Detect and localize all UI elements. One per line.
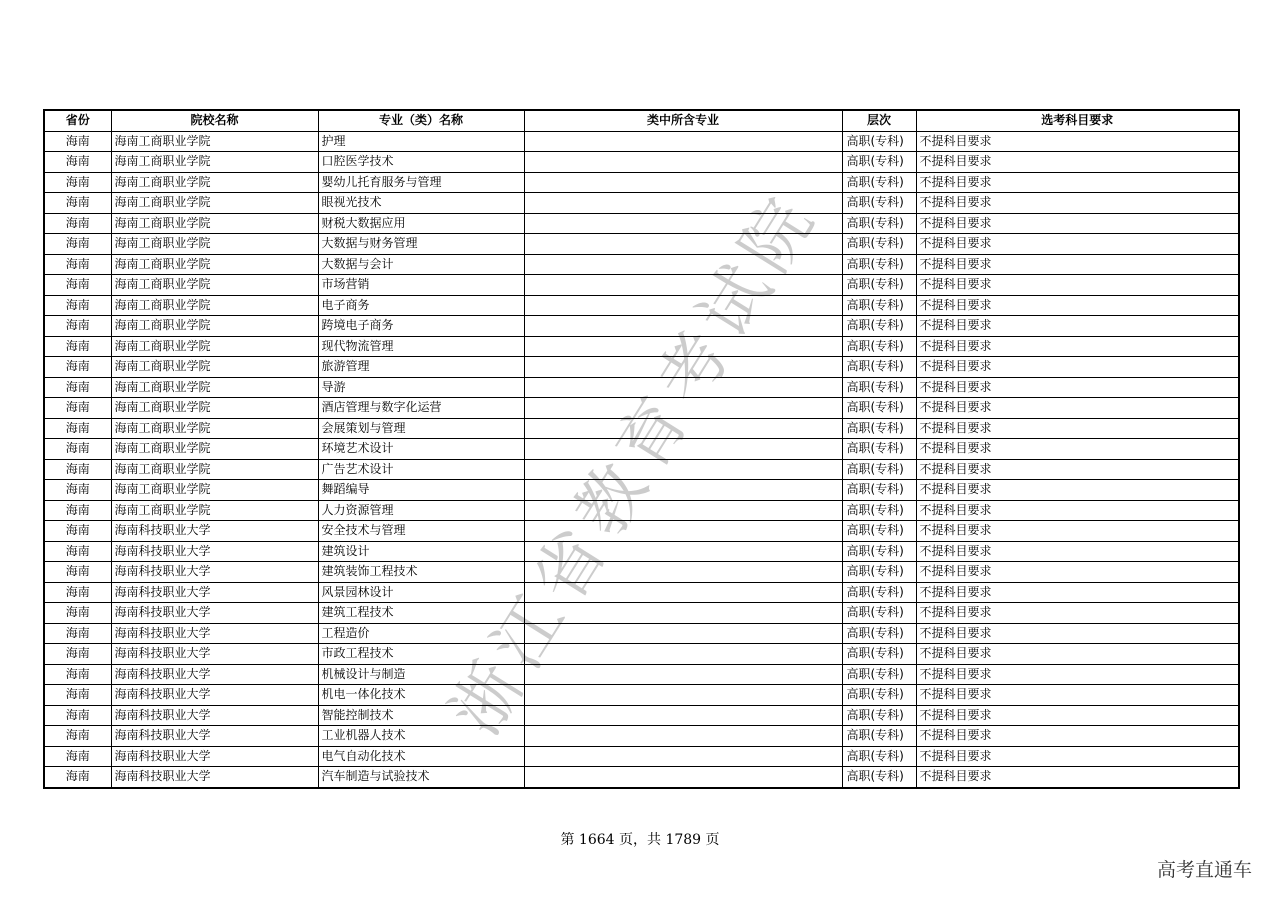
level-cell: 高职(专科) (842, 295, 916, 316)
school-name-cell: 海南科技职业大学 (111, 541, 318, 562)
province-cell: 海南 (44, 603, 111, 624)
level-cell: 高职(专科) (842, 254, 916, 275)
table-row (44, 541, 1239, 562)
school-name-cell: 海南科技职业大学 (111, 746, 318, 767)
level-cell: 高职(专科) (842, 316, 916, 337)
province-cell: 海南 (44, 500, 111, 521)
subject-requirement-cell: 不提科目要求 (916, 254, 1239, 275)
major-name-cell: 安全技术与管理 (318, 521, 524, 542)
table-row (44, 275, 1239, 296)
subject-requirement-cell: 不提科目要求 (916, 172, 1239, 193)
table-row (44, 336, 1239, 357)
included-majors-cell (524, 377, 842, 398)
table-row (44, 234, 1239, 255)
level-cell: 高职(专科) (842, 685, 916, 706)
major-name-cell: 电气自动化技术 (318, 746, 524, 767)
included-majors-cell (524, 582, 842, 603)
level-cell: 高职(专科) (842, 275, 916, 296)
school-name-cell: 海南科技职业大学 (111, 664, 318, 685)
table-row (44, 152, 1239, 173)
level-cell: 高职(专科) (842, 767, 916, 788)
major-name-cell: 风景园林设计 (318, 582, 524, 603)
province-cell: 海南 (44, 562, 111, 583)
subject-requirement-cell: 不提科目要求 (916, 357, 1239, 378)
included-majors-cell (524, 131, 842, 152)
table-row (44, 726, 1239, 747)
header-level: 层次 (842, 110, 916, 131)
school-name-cell: 海南科技职业大学 (111, 562, 318, 583)
header-major-name: 专业（类）名称 (318, 110, 524, 131)
table-row (44, 295, 1239, 316)
major-name-cell: 大数据与会计 (318, 254, 524, 275)
school-name-cell: 海南工商职业学院 (111, 152, 318, 173)
subject-requirement-cell: 不提科目要求 (916, 377, 1239, 398)
subject-requirement-cell: 不提科目要求 (916, 193, 1239, 214)
province-cell: 海南 (44, 275, 111, 296)
school-name-cell: 海南科技职业大学 (111, 623, 318, 644)
included-majors-cell (524, 295, 842, 316)
included-majors-cell (524, 254, 842, 275)
subject-requirement-cell: 不提科目要求 (916, 644, 1239, 665)
table-row (44, 213, 1239, 234)
header-school-name: 院校名称 (111, 110, 318, 131)
subject-requirement-cell: 不提科目要求 (916, 480, 1239, 501)
table-row (44, 459, 1239, 480)
level-cell: 高职(专科) (842, 377, 916, 398)
subject-requirement-cell: 不提科目要求 (916, 152, 1239, 173)
major-name-cell: 跨境电子商务 (318, 316, 524, 337)
included-majors-cell (524, 603, 842, 624)
table-row (44, 582, 1239, 603)
school-name-cell: 海南工商职业学院 (111, 418, 318, 439)
major-name-cell: 酒店管理与数字化运营 (318, 398, 524, 419)
major-name-cell: 婴幼儿托育服务与管理 (318, 172, 524, 193)
province-cell: 海南 (44, 336, 111, 357)
major-name-cell: 眼视光技术 (318, 193, 524, 214)
major-name-cell: 智能控制技术 (318, 705, 524, 726)
school-name-cell: 海南工商职业学院 (111, 234, 318, 255)
school-name-cell: 海南工商职业学院 (111, 357, 318, 378)
table-row (44, 644, 1239, 665)
province-cell: 海南 (44, 193, 111, 214)
province-cell: 海南 (44, 746, 111, 767)
included-majors-cell (524, 275, 842, 296)
level-cell: 高职(专科) (842, 603, 916, 624)
included-majors-cell (524, 541, 842, 562)
major-name-cell: 现代物流管理 (318, 336, 524, 357)
major-name-cell: 建筑设计 (318, 541, 524, 562)
subject-requirement-cell: 不提科目要求 (916, 459, 1239, 480)
school-name-cell: 海南工商职业学院 (111, 480, 318, 501)
province-cell: 海南 (44, 767, 111, 788)
included-majors-cell (524, 705, 842, 726)
table-row (44, 172, 1239, 193)
school-name-cell: 海南工商职业学院 (111, 131, 318, 152)
province-cell: 海南 (44, 726, 111, 747)
header-subject-requirement: 选考科目要求 (916, 110, 1239, 131)
included-majors-cell (524, 172, 842, 193)
level-cell: 高职(专科) (842, 500, 916, 521)
subject-requirement-cell: 不提科目要求 (916, 234, 1239, 255)
province-cell: 海南 (44, 439, 111, 460)
level-cell: 高职(专科) (842, 623, 916, 644)
school-name-cell: 海南工商职业学院 (111, 172, 318, 193)
level-cell: 高职(专科) (842, 459, 916, 480)
school-name-cell: 海南科技职业大学 (111, 644, 318, 665)
province-cell: 海南 (44, 685, 111, 706)
major-name-cell: 会展策划与管理 (318, 418, 524, 439)
school-name-cell: 海南工商职业学院 (111, 336, 318, 357)
major-name-cell: 口腔医学技术 (318, 152, 524, 173)
included-majors-cell (524, 234, 842, 255)
brand-logo-text: 高考直通车 (1156, 859, 1252, 881)
province-cell: 海南 (44, 152, 111, 173)
major-name-cell: 环境艺术设计 (318, 439, 524, 460)
school-name-cell: 海南科技职业大学 (111, 726, 318, 747)
major-name-cell: 护理 (318, 131, 524, 152)
province-cell: 海南 (44, 644, 111, 665)
subject-requirement-cell: 不提科目要求 (916, 603, 1239, 624)
major-name-cell: 汽车制造与试验技术 (318, 767, 524, 788)
level-cell: 高职(专科) (842, 705, 916, 726)
included-majors-cell (524, 500, 842, 521)
school-name-cell: 海南工商职业学院 (111, 275, 318, 296)
header-included-majors: 类中所含专业 (524, 110, 842, 131)
subject-requirement-cell: 不提科目要求 (916, 767, 1239, 788)
province-cell: 海南 (44, 131, 111, 152)
level-cell: 高职(专科) (842, 480, 916, 501)
subject-requirement-cell: 不提科目要求 (916, 664, 1239, 685)
school-name-cell: 海南工商职业学院 (111, 377, 318, 398)
included-majors-cell (524, 767, 842, 788)
school-name-cell: 海南工商职业学院 (111, 459, 318, 480)
level-cell: 高职(专科) (842, 398, 916, 419)
table-row (44, 357, 1239, 378)
major-name-cell: 广告艺术设计 (318, 459, 524, 480)
major-name-cell: 工程造价 (318, 623, 524, 644)
subject-requirement-cell: 不提科目要求 (916, 398, 1239, 419)
included-majors-cell (524, 746, 842, 767)
school-name-cell: 海南科技职业大学 (111, 767, 318, 788)
province-cell: 海南 (44, 172, 111, 193)
level-cell: 高职(专科) (842, 726, 916, 747)
province-cell: 海南 (44, 480, 111, 501)
subject-requirement-cell: 不提科目要求 (916, 336, 1239, 357)
included-majors-cell (524, 562, 842, 583)
included-majors-cell (524, 357, 842, 378)
major-name-cell: 旅游管理 (318, 357, 524, 378)
province-cell: 海南 (44, 418, 111, 439)
school-name-cell: 海南科技职业大学 (111, 685, 318, 706)
level-cell: 高职(专科) (842, 193, 916, 214)
subject-requirement-cell: 不提科目要求 (916, 131, 1239, 152)
school-name-cell: 海南科技职业大学 (111, 521, 318, 542)
major-name-cell: 导游 (318, 377, 524, 398)
table-row (44, 746, 1239, 767)
table-row (44, 500, 1239, 521)
subject-requirement-cell: 不提科目要求 (916, 418, 1239, 439)
included-majors-cell (524, 336, 842, 357)
subject-requirement-cell: 不提科目要求 (916, 746, 1239, 767)
school-name-cell: 海南工商职业学院 (111, 398, 318, 419)
subject-requirement-cell: 不提科目要求 (916, 295, 1239, 316)
major-name-cell: 舞蹈编导 (318, 480, 524, 501)
province-cell: 海南 (44, 357, 111, 378)
subject-requirement-cell: 不提科目要求 (916, 705, 1239, 726)
subject-requirement-cell: 不提科目要求 (916, 500, 1239, 521)
included-majors-cell (524, 685, 842, 706)
major-name-cell: 财税大数据应用 (318, 213, 524, 234)
province-cell: 海南 (44, 213, 111, 234)
subject-requirement-cell: 不提科目要求 (916, 562, 1239, 583)
level-cell: 高职(专科) (842, 562, 916, 583)
included-majors-cell (524, 459, 842, 480)
level-cell: 高职(专科) (842, 746, 916, 767)
table-row (44, 398, 1239, 419)
school-name-cell: 海南工商职业学院 (111, 295, 318, 316)
major-name-cell: 人力资源管理 (318, 500, 524, 521)
included-majors-cell (524, 521, 842, 542)
included-majors-cell (524, 398, 842, 419)
level-cell: 高职(专科) (842, 172, 916, 193)
school-name-cell: 海南科技职业大学 (111, 705, 318, 726)
subject-requirement-cell: 不提科目要求 (916, 623, 1239, 644)
school-name-cell: 海南工商职业学院 (111, 193, 318, 214)
subject-requirement-cell: 不提科目要求 (916, 726, 1239, 747)
level-cell: 高职(专科) (842, 521, 916, 542)
school-name-cell: 海南工商职业学院 (111, 439, 318, 460)
province-cell: 海南 (44, 377, 111, 398)
level-cell: 高职(专科) (842, 152, 916, 173)
watermark: 浙江省教育考试院 (436, 177, 834, 749)
school-name-cell: 海南科技职业大学 (111, 603, 318, 624)
province-cell: 海南 (44, 582, 111, 603)
level-cell: 高职(专科) (842, 336, 916, 357)
school-name-cell: 海南工商职业学院 (111, 500, 318, 521)
province-cell: 海南 (44, 254, 111, 275)
major-name-cell: 机械设计与制造 (318, 664, 524, 685)
subject-requirement-cell: 不提科目要求 (916, 541, 1239, 562)
table-row (44, 521, 1239, 542)
province-cell: 海南 (44, 521, 111, 542)
included-majors-cell (524, 152, 842, 173)
province-cell: 海南 (44, 295, 111, 316)
included-majors-cell (524, 644, 842, 665)
province-cell: 海南 (44, 541, 111, 562)
table-row (44, 131, 1239, 152)
subject-requirement-cell: 不提科目要求 (916, 275, 1239, 296)
province-cell: 海南 (44, 705, 111, 726)
subject-requirement-cell: 不提科目要求 (916, 213, 1239, 234)
included-majors-cell (524, 664, 842, 685)
level-cell: 高职(专科) (842, 541, 916, 562)
page-number: 第 1664 页，共 1789 页 (560, 832, 720, 848)
level-cell: 高职(专科) (842, 213, 916, 234)
level-cell: 高职(专科) (842, 131, 916, 152)
table-row (44, 623, 1239, 644)
table-row (44, 664, 1239, 685)
subject-requirement-cell: 不提科目要求 (916, 316, 1239, 337)
table-row (44, 480, 1239, 501)
school-name-cell: 海南工商职业学院 (111, 254, 318, 275)
table-row (44, 418, 1239, 439)
province-cell: 海南 (44, 459, 111, 480)
table-row (44, 316, 1239, 337)
table-row (44, 193, 1239, 214)
table-row (44, 377, 1239, 398)
school-name-cell: 海南工商职业学院 (111, 213, 318, 234)
table-row (44, 603, 1239, 624)
province-cell: 海南 (44, 623, 111, 644)
province-cell: 海南 (44, 234, 111, 255)
level-cell: 高职(专科) (842, 357, 916, 378)
subject-requirement-cell: 不提科目要求 (916, 685, 1239, 706)
table-row (44, 254, 1239, 275)
subject-requirement-cell: 不提科目要求 (916, 582, 1239, 603)
province-cell: 海南 (44, 398, 111, 419)
level-cell: 高职(专科) (842, 439, 916, 460)
included-majors-cell (524, 418, 842, 439)
included-majors-cell (524, 193, 842, 214)
school-name-cell: 海南工商职业学院 (111, 316, 318, 337)
table-row (44, 705, 1239, 726)
table-header-row (44, 110, 1239, 131)
header-province: 省份 (44, 110, 111, 131)
table-row (44, 685, 1239, 706)
major-name-cell: 市政工程技术 (318, 644, 524, 665)
level-cell: 高职(专科) (842, 582, 916, 603)
major-name-cell: 建筑装饰工程技术 (318, 562, 524, 583)
level-cell: 高职(专科) (842, 664, 916, 685)
included-majors-cell (524, 439, 842, 460)
level-cell: 高职(专科) (842, 234, 916, 255)
included-majors-cell (524, 726, 842, 747)
major-name-cell: 机电一体化技术 (318, 685, 524, 706)
major-name-cell: 大数据与财务管理 (318, 234, 524, 255)
table-row (44, 439, 1239, 460)
major-name-cell: 市场营销 (318, 275, 524, 296)
major-name-cell: 建筑工程技术 (318, 603, 524, 624)
included-majors-cell (524, 316, 842, 337)
table-row (44, 562, 1239, 583)
subject-requirement-cell: 不提科目要求 (916, 521, 1239, 542)
province-cell: 海南 (44, 316, 111, 337)
included-majors-cell (524, 213, 842, 234)
level-cell: 高职(专科) (842, 418, 916, 439)
level-cell: 高职(专科) (842, 644, 916, 665)
major-name-cell: 工业机器人技术 (318, 726, 524, 747)
table-row (44, 767, 1239, 788)
admission-requirements-table (43, 109, 1240, 789)
included-majors-cell (524, 623, 842, 644)
province-cell: 海南 (44, 664, 111, 685)
major-name-cell: 电子商务 (318, 295, 524, 316)
included-majors-cell (524, 480, 842, 501)
school-name-cell: 海南科技职业大学 (111, 582, 318, 603)
subject-requirement-cell: 不提科目要求 (916, 439, 1239, 460)
